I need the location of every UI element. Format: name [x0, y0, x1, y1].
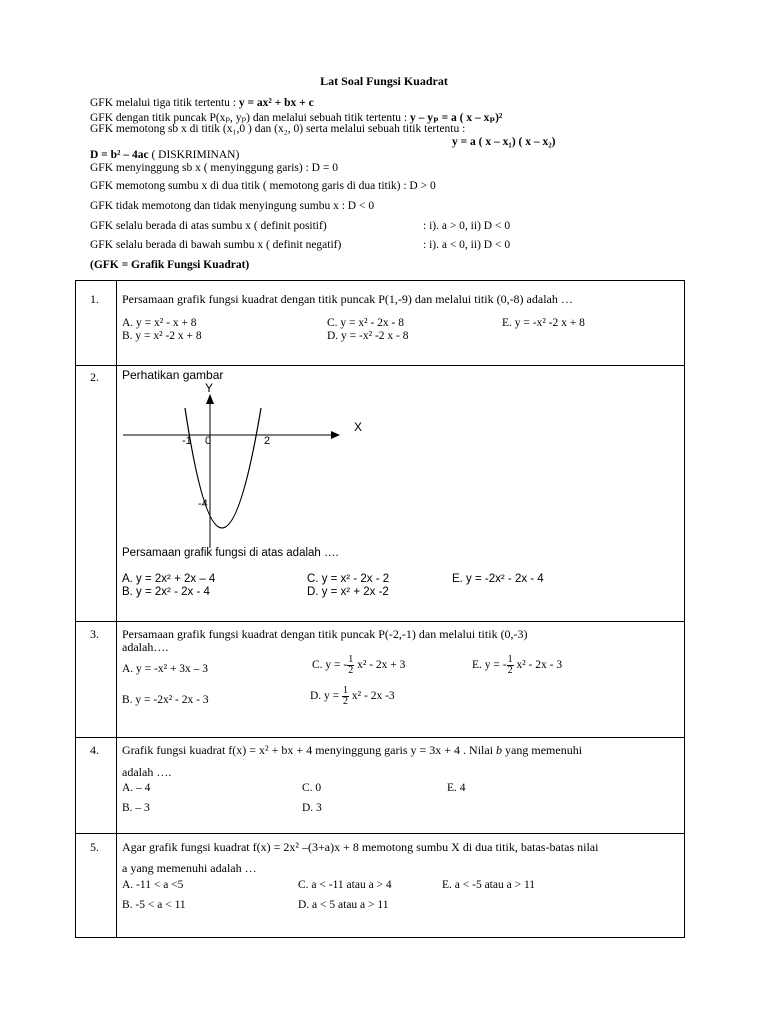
question-3-text: Persamaan grafik fungsi kuadrat dengan titik puncak P(-2,-1) dan melalui titik (0,-3): [122, 627, 528, 641]
question-4-text-main: Grafik fungsi kuadrat f(x) = x² + bx + 4 menyinggung garis y = 3x + 4 . Nilai: [122, 743, 497, 757]
question-5-option-a: A. -11 < a <5: [122, 879, 184, 891]
question-1-text: Persamaan grafik fungsi kuadrat dengan titik puncak P(1,-9) dan melalui titik (0,-8) adalah …: [122, 292, 573, 306]
question-3-number: 3.: [90, 627, 99, 641]
theory-line-8-condition: : i). a > 0, ii) D < 0: [423, 220, 511, 232]
question-1-option-d: D. y = -x² -2 x - 8: [327, 330, 409, 342]
question-1-option-a: A. y = x² - x + 8: [122, 317, 197, 329]
question-3-option-d-fraction: [342, 686, 349, 707]
question-3-option-c-prefix: C. y = -: [312, 659, 348, 672]
discriminant-formula: D = b² – 4ac: [90, 149, 149, 161]
question-2-option-a: A. y = 2x² + 2x – 4: [122, 573, 216, 585]
question-2-option-c: C. y = x² - 2x - 2: [307, 573, 390, 585]
question-2-option-d: D. y = x² + 2x -2: [307, 586, 389, 598]
question-3-option-e-prefix: E. y = -: [472, 659, 507, 672]
question-1-option-e: E. y = -x² -2 x + 8: [502, 317, 585, 329]
theory-line-7: GFK tidak memotong dan tidak menyingung sumbu x : D < 0: [90, 200, 375, 212]
question-2-number: 2.: [90, 370, 99, 384]
theory-line-6: GFK memotong sumbu x di dua titik ( memotong garis di dua titik) : D > 0: [90, 180, 436, 192]
question-4-text-variable: b: [496, 743, 503, 757]
fraction-denominator: 2: [343, 696, 349, 707]
theory-line-1-formula: y = ax² + bx + c: [238, 97, 314, 109]
theory-line-3: GFK memotong sb x di titik (x₁,0 ) dan (x₂, 0) serta melalui sebuah titik tertentu :: [90, 123, 466, 135]
question-1-number: 1.: [90, 292, 99, 306]
question-2-text: Perhatikan gambar: [122, 368, 224, 382]
question-5-option-b: B. -5 < a < 11: [122, 899, 186, 911]
theory-line-3-formula-text: y = a ( x – x₁) ( x – x₂): [452, 136, 556, 148]
question-4-option-a: A. – 4: [122, 782, 151, 794]
question-4-option-e: E. 4: [447, 782, 466, 794]
question-1-option-b: B. y = x² -2 x + 8: [122, 330, 202, 342]
theory-line-9-condition: : i). a < 0, ii) D < 0: [423, 239, 511, 251]
question-5-text: Agar grafik fungsi kuadrat f(x) = 2x² –(3+a)x + 8 memotong sumbu X di dua titik, batas-batas nilai: [122, 840, 599, 854]
question-2-prompt: Persamaan grafik fungsi di atas adalah ….: [122, 547, 339, 559]
question-5-text-cont: a yang memenuhi adalah …: [122, 861, 257, 875]
y-axis-label: Y: [205, 381, 214, 395]
question-3-option-e-suffix: x² - 2x - 3: [513, 659, 563, 672]
question-4-number: 4.: [90, 743, 99, 757]
question-3-option-d: [310, 686, 395, 707]
question-3-option-c: [312, 655, 405, 676]
fraction-numerator: 1: [348, 654, 354, 665]
question-1-option-c: C. y = x² - 2x - 8: [327, 317, 405, 329]
question-3-option-d-suffix: x² - 2x -3: [349, 690, 395, 703]
tick-label-2: 2: [264, 435, 271, 447]
question-4-text: [122, 743, 582, 758]
question-5-number: 5.: [90, 840, 99, 854]
tick-label-0: 0: [205, 435, 212, 447]
question-4-text-cont: adalah ….: [122, 765, 172, 779]
fraction-numerator: 1: [507, 654, 513, 665]
question-5-option-e: E. a < -5 atau a > 11: [442, 879, 536, 891]
question-3-text-cont: adalah….: [122, 640, 169, 654]
question-3-option-e-fraction: [507, 655, 514, 676]
tick-label-minus-4: -4: [198, 498, 208, 510]
question-4-option-c: C. 0: [302, 782, 322, 794]
x-axis-arrow: [331, 431, 340, 439]
parabola-curve: [185, 408, 261, 528]
page-title: Lat Soal Fungsi Kuadrat: [320, 74, 448, 88]
theory-line-2-text: GFK dengan titik puncak P(xₚ, yₚ) dan melalui sebuah titik tertentu :: [90, 112, 410, 124]
theory-line-2-formula: y – yₚ = a ( x – xₚ)²: [409, 112, 503, 124]
question-4-text-end: yang memenuhi: [502, 743, 583, 757]
theory-line-5: GFK menyinggung sb x ( menyinggung garis) : D = 0: [90, 162, 338, 174]
question-3-option-b: B. y = -2x² - 2x - 3: [122, 694, 209, 706]
tick-label-minus-1: -1: [182, 435, 192, 447]
question-3-option-e: [472, 655, 562, 676]
theory-line-1-text: GFK melalui tiga titik tertentu :: [90, 97, 239, 109]
question-4-option-b: B. – 3: [122, 802, 150, 814]
question-4-option-d: D. 3: [302, 802, 322, 814]
discriminant-label: ( DISKRIMINAN): [148, 149, 240, 161]
theory-line-9-text: GFK selalu berada di bawah sumbu x ( definit negatif): [90, 239, 342, 251]
question-2-option-e: E. y = -2x² - 2x - 4: [452, 573, 544, 585]
fraction-denominator: 2: [507, 665, 513, 676]
theory-line-10: (GFK = Grafik Fungsi Kuadrat): [90, 259, 250, 271]
question-5-option-d: D. a < 5 atau a > 11: [298, 899, 389, 911]
question-3-option-c-suffix: x² - 2x + 3: [354, 659, 406, 672]
theory-line-8-text: GFK selalu berada di atas sumbu x ( definit positif): [90, 220, 327, 232]
question-3-option-d-prefix: D. y =: [310, 690, 343, 703]
x-axis-label: X: [354, 420, 363, 434]
fraction-denominator: 2: [348, 665, 354, 676]
question-3-option-a: A. y = -x² + 3x – 3: [122, 663, 209, 675]
question-2-option-b: B. y = 2x² - 2x - 4: [122, 586, 210, 598]
question-5-option-c: C. a < -11 atau a > 4: [298, 879, 392, 891]
y-axis-arrow: [206, 394, 214, 404]
fraction-numerator: 1: [343, 685, 349, 696]
